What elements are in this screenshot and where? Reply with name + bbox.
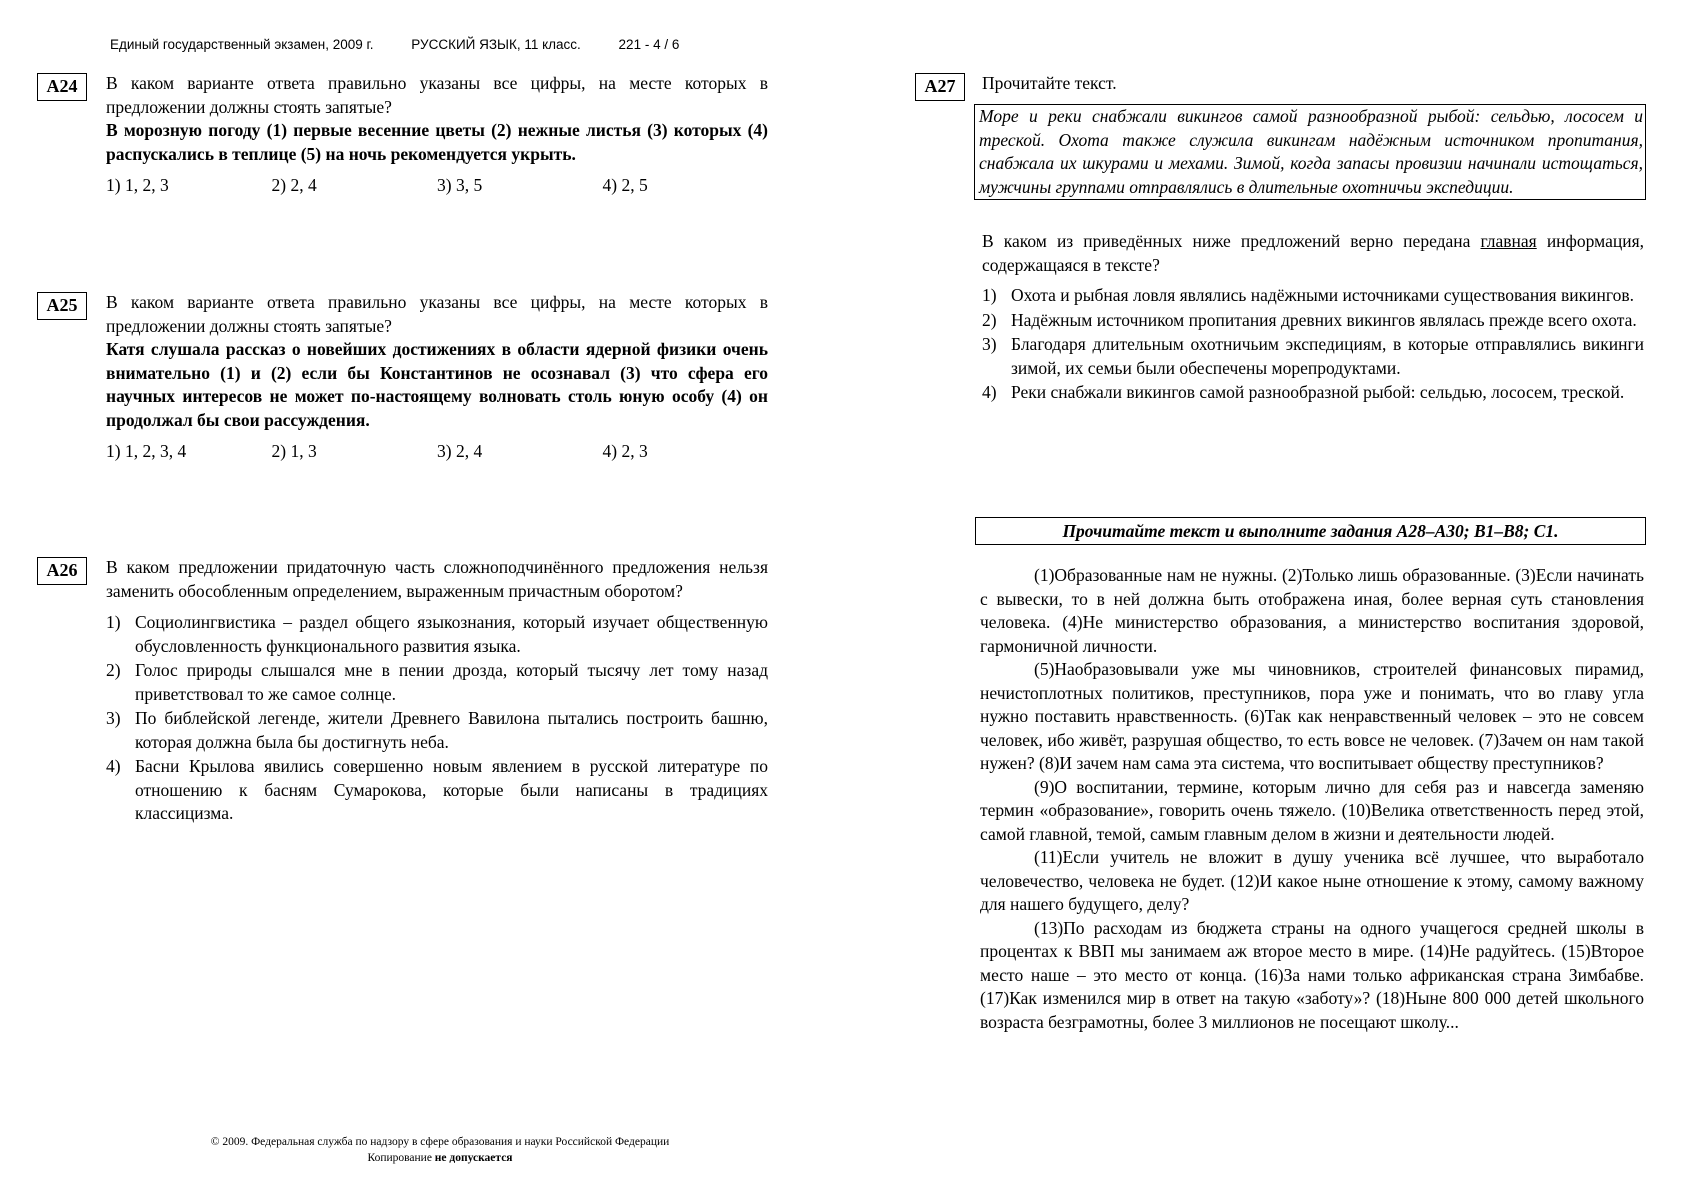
option-text: Охота и рыбная ловля являлись надёжными источниками существования викингов. [1011, 285, 1634, 305]
option-number: 3) [106, 708, 121, 728]
option-text: Реки снабжали викингов самой разнообразной рыбой: сельдью, лососем, треской. [1011, 382, 1625, 402]
option-text: Басни Крылова явились совершенно новым явлением в русской литературе по отношению к басням Сумарокова, которые были написаны в традициях классицизма. [135, 756, 768, 823]
option-number: 1) [106, 612, 121, 632]
answer-option[interactable]: 3) 3, 5 [437, 175, 483, 195]
question-a27-intro: Прочитайте текст. [982, 73, 1117, 93]
task-banner: Прочитайте текст и выполните задания А28–А30; В1–В8; С1. [975, 517, 1646, 545]
question-text: В каком варианте ответа правильно указаны все цифры, на месте которых в предложении должны стоять запятые? [106, 73, 768, 117]
option-text: Надёжным источником пропитания древних викингов являлась прежде всего охота. [1011, 309, 1637, 330]
question-a25 [106, 291, 768, 464]
question-text [982, 230, 1644, 277]
copy-notice [0, 1150, 880, 1166]
option-number: 4) [982, 382, 997, 402]
question-a27 [982, 230, 1644, 406]
answer-options [106, 174, 768, 198]
text-paragraph: (13)По расходам из бюджета страны на одного учащегося средней школы в процентах к ВВП мы занимаем аж второе место в мире. (14)Не радуйтесь. (15)Второе место наше – это место от конца. (16)За нами только африканская страна Зимбабве. (17)Как изменился мир в ответ на такую «заботу»? (18)Ныне 800 000 детей школьного возраста безграмотны, более 3 миллионов не посещают школу... [980, 917, 1644, 1032]
answer-option[interactable]: 1) 1, 2, 3, 4 [106, 441, 187, 461]
copyright-line: © 2009. Федеральная служба по надзору в сфере образования и науки Российской Федерации [210, 1136, 670, 1148]
answer-option[interactable] [106, 659, 768, 706]
question-sentence: В морозную погоду (1) первые весенние цветы (2) нежные листья (3) которых (4) распускались в теплице (5) на ночь рекомендуется укрыть. [106, 120, 768, 164]
option-number: 1) [982, 285, 997, 305]
option-number: 4) [106, 756, 121, 776]
text-paragraph: (1)Образованные нам не нужны. (2)Только лишь образованные. (3)Если начинать с вывески, то в ней должна быть отображена иная, более верная суть становления человека. (4)Не министерство образования, а министерство воспитания здоровой, гармоничной личности. [980, 565, 1644, 656]
answer-option[interactable] [106, 755, 768, 826]
option-text: Голос природы слышался мне в пении дрозда, который тысячу лет тому назад приветствовал то же самое солнце. [135, 660, 768, 704]
answer-option[interactable] [106, 707, 768, 754]
answer-option[interactable] [982, 381, 1644, 405]
exam-title: Единый государственный экзамен, 2009 г. [110, 37, 374, 52]
question-text: В каком варианте ответа правильно указаны все цифры, на месте которых в предложении должны стоять запятые? [106, 292, 768, 336]
option-number: 2) [106, 660, 121, 680]
question-label-a25: А25 [37, 292, 87, 320]
answer-options [106, 440, 768, 464]
a27-source-text: Море и реки снабжали викингов самой разнообразной рыбой: сельдью, лососем и треской. Охота также служила викингам надёжным источником пропитания, снабжала их шкурами и мехами. Зимой, когда запасы провизии начинали истощаться, мужчины группами отправлялись в длительные охотничьи экспедиции. [974, 104, 1646, 200]
text-paragraph: (11)Если учитель не вложит в душу ученика всё лучшее, что выработало человечество, человека не будет. (12)И какое ныне отношение к этому, самому важному для нашего будущего, делу? [980, 847, 1644, 914]
page-code: 221 - 4 / 6 [618, 37, 680, 52]
question-text-part: информация, содержащаяся в тексте? [982, 231, 1644, 275]
text-paragraph: (5)Наобразовывали уже мы чиновников, строителей финансовых пирамид, нечистоплотных политиков, преступников, пора уже и понимать, что во главу угла нужно поставить нравственность. (6)Так как ненравственный человек – это не совсем человек, ибо живёт, разрушая общество, то есть вовсе не человек. (7)Зачем он нам такой нужен? (8)И зачем нам сама эта система, что воспитывает обществу преступников? [980, 659, 1644, 773]
reading-text [980, 564, 1644, 1034]
question-text-part: В каком из приведённых ниже предложений верно передана [982, 231, 1481, 251]
answer-option[interactable]: 4) 2, 5 [602, 175, 648, 195]
answer-option[interactable] [106, 611, 768, 658]
page-header [110, 37, 713, 52]
answer-option[interactable] [982, 284, 1644, 308]
answer-option[interactable]: 2) 2, 4 [271, 175, 317, 195]
question-label-a26: А26 [37, 557, 87, 585]
question-a24 [106, 72, 768, 198]
answer-option[interactable] [982, 333, 1644, 380]
option-text: Социолингвистика – раздел общего языкознания, который изучает общественную обусловленность функционального развития языка. [135, 612, 768, 656]
answer-option[interactable]: 2) 1, 3 [271, 441, 317, 461]
copy-notice-prefix: Копирование [367, 1152, 435, 1164]
answer-option[interactable]: 3) 2, 4 [437, 441, 483, 461]
option-text: Благодаря длительным охотничьим экспедициям, в которые отправлялись викинги зимой, их семьи были обеспечены морепродуктами. [1011, 334, 1644, 378]
answer-option[interactable]: 1) 1, 2, 3 [106, 175, 169, 195]
option-number: 2) [982, 309, 997, 330]
question-label-a24: А24 [37, 73, 87, 101]
copy-notice-bold: не допускается [434, 1152, 513, 1164]
option-number: 3) [982, 334, 997, 354]
answer-option[interactable]: 4) 2, 3 [602, 441, 648, 461]
answer-option[interactable] [982, 309, 1644, 333]
question-a26 [106, 556, 768, 827]
subject-title: РУССКИЙ ЯЗЫК, 11 класс. [411, 37, 581, 52]
page-footer [0, 1134, 880, 1166]
text-paragraph: (9)О воспитании, термине, которым лично для себя раз и навсегда заменяю термин «образование», говорить очень тяжело. (10)Велика ответственность перед этой, самой главной, темой, самым главным делом в жизни и деятельности людей. [980, 776, 1644, 844]
question-text-underlined: главная [1480, 231, 1537, 251]
question-text: В каком предложении придаточную часть сложноподчинённого предложения нельзя заменить обособленным определением, выраженным причастным оборотом? [106, 557, 768, 601]
question-label-a27: А27 [915, 73, 965, 101]
question-sentence: Катя слушала рассказ о новейших достижениях в области ядерной физики очень внимательно (1) и (2) если бы Константинов не осознавал (3) что сфера его научных интересов не может по-настоящему волновать столь юную особу (4) он продолжал бы свои рассуждения. [106, 339, 768, 430]
option-text: По библейской легенде, жители Древнего Вавилона пытались построить башню, которая должна была бы достигнуть неба. [135, 708, 768, 752]
